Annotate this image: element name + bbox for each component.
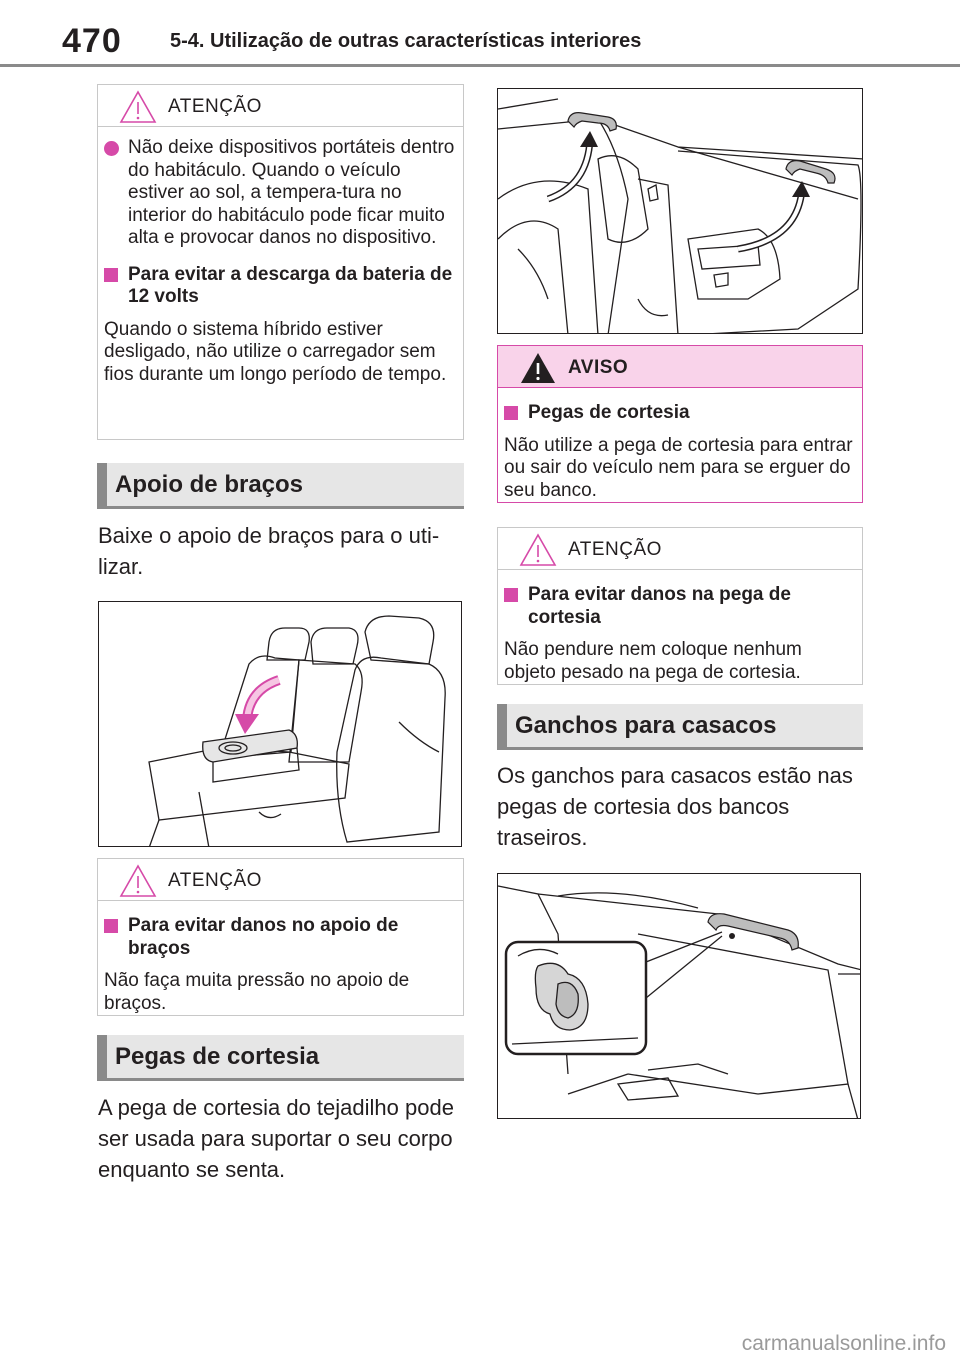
warning-header	[498, 346, 862, 388]
caution-text: Quando o sistema híbrido estiver desligado, não utilize o carregador sem fios durante um longo período de tempo.	[104, 318, 447, 385]
caution-bullet	[104, 137, 457, 250]
caution-box-armrest	[97, 858, 464, 1016]
warning-label: AVISO	[568, 357, 629, 378]
section-bar	[497, 704, 507, 750]
caution-subtitle-text: Para evitar danos no apoio de braços	[128, 915, 399, 959]
section-bar	[97, 463, 107, 509]
section-title: Ganchos para casacos	[515, 712, 777, 739]
caution-box-grips	[497, 527, 863, 685]
square-bullet-icon	[104, 919, 118, 933]
bullet-dot-icon	[104, 141, 119, 156]
watermark: carmanualsonline.info	[741, 1332, 946, 1355]
caution-text: Não pendure nem coloque nenhum objeto pesado na pega de cortesia.	[504, 639, 802, 683]
header-rule	[0, 64, 960, 67]
section-bar	[97, 1035, 107, 1081]
warning-triangle-icon	[118, 89, 158, 125]
warning-triangle-icon	[518, 532, 558, 568]
caution-label: ATENÇÃO	[568, 539, 662, 560]
square-bullet-icon	[504, 406, 518, 420]
chapter-title: 5-4. Utilização de outras características interiores	[170, 30, 642, 52]
armrest-instruction: Baixe o apoio de braços para o uti-lizar.	[98, 523, 440, 579]
section-header-coat-hooks	[497, 704, 863, 750]
coat-hook-illustration	[497, 873, 861, 1119]
warning-box-grips	[497, 345, 863, 503]
warning-text: Não utilize a pega de cortesia para entrar ou sair do veículo nem para se erguer do seu banco.	[504, 434, 853, 501]
caution-header	[498, 528, 862, 570]
warning-triangle-icon	[518, 350, 558, 386]
square-bullet-icon	[104, 268, 118, 282]
caution-text: Não faça muita pressão no apoio de braços.	[104, 970, 410, 1014]
caution-header	[98, 85, 463, 127]
square-bullet-icon	[504, 588, 518, 602]
caution-header	[98, 859, 463, 901]
warning-triangle-icon	[118, 863, 158, 899]
section-header-armrest	[97, 463, 464, 509]
warning-subtitle	[504, 402, 856, 425]
assist-grips-illustration	[497, 88, 863, 334]
caution-subtitle	[104, 264, 457, 309]
coat-hooks-description: Os ganchos para casacos estão nas pegas de cortesia dos bancos traseiros.	[497, 763, 853, 850]
grips-description: A pega de cortesia do tejadilho pode ser usada para suportar o seu corpo enquanto se senta.	[98, 1095, 454, 1182]
caution-subtitle-text: Para evitar danos na pega de cortesia	[528, 584, 791, 628]
section-title: Pegas de cortesia	[115, 1043, 320, 1070]
warning-subtitle-text: Pegas de cortesia	[528, 402, 690, 423]
armrest-illustration	[98, 601, 462, 847]
caution-subtitle	[504, 584, 856, 629]
page-header	[0, 0, 960, 66]
page-number: 470	[62, 22, 122, 60]
section-title: Apoio de braços	[115, 471, 304, 498]
caution-subtitle	[104, 915, 457, 960]
section-header-grips	[97, 1035, 464, 1081]
caution-box-portable-devices	[97, 84, 464, 440]
caution-label: ATENÇÃO	[168, 870, 262, 891]
caution-subtitle-text: Para evitar a descarga da bateria de 12 volts	[128, 263, 453, 307]
caution-bullet-text: Não deixe dispositivos portáteis dentro do habitáculo. Quando o veículo estiver ao sol, a tempera-tura no interior do habitáculo pode ficar muito alta e provocar danos no dispositivo.	[128, 137, 455, 248]
caution-label: ATENÇÃO	[168, 96, 262, 117]
